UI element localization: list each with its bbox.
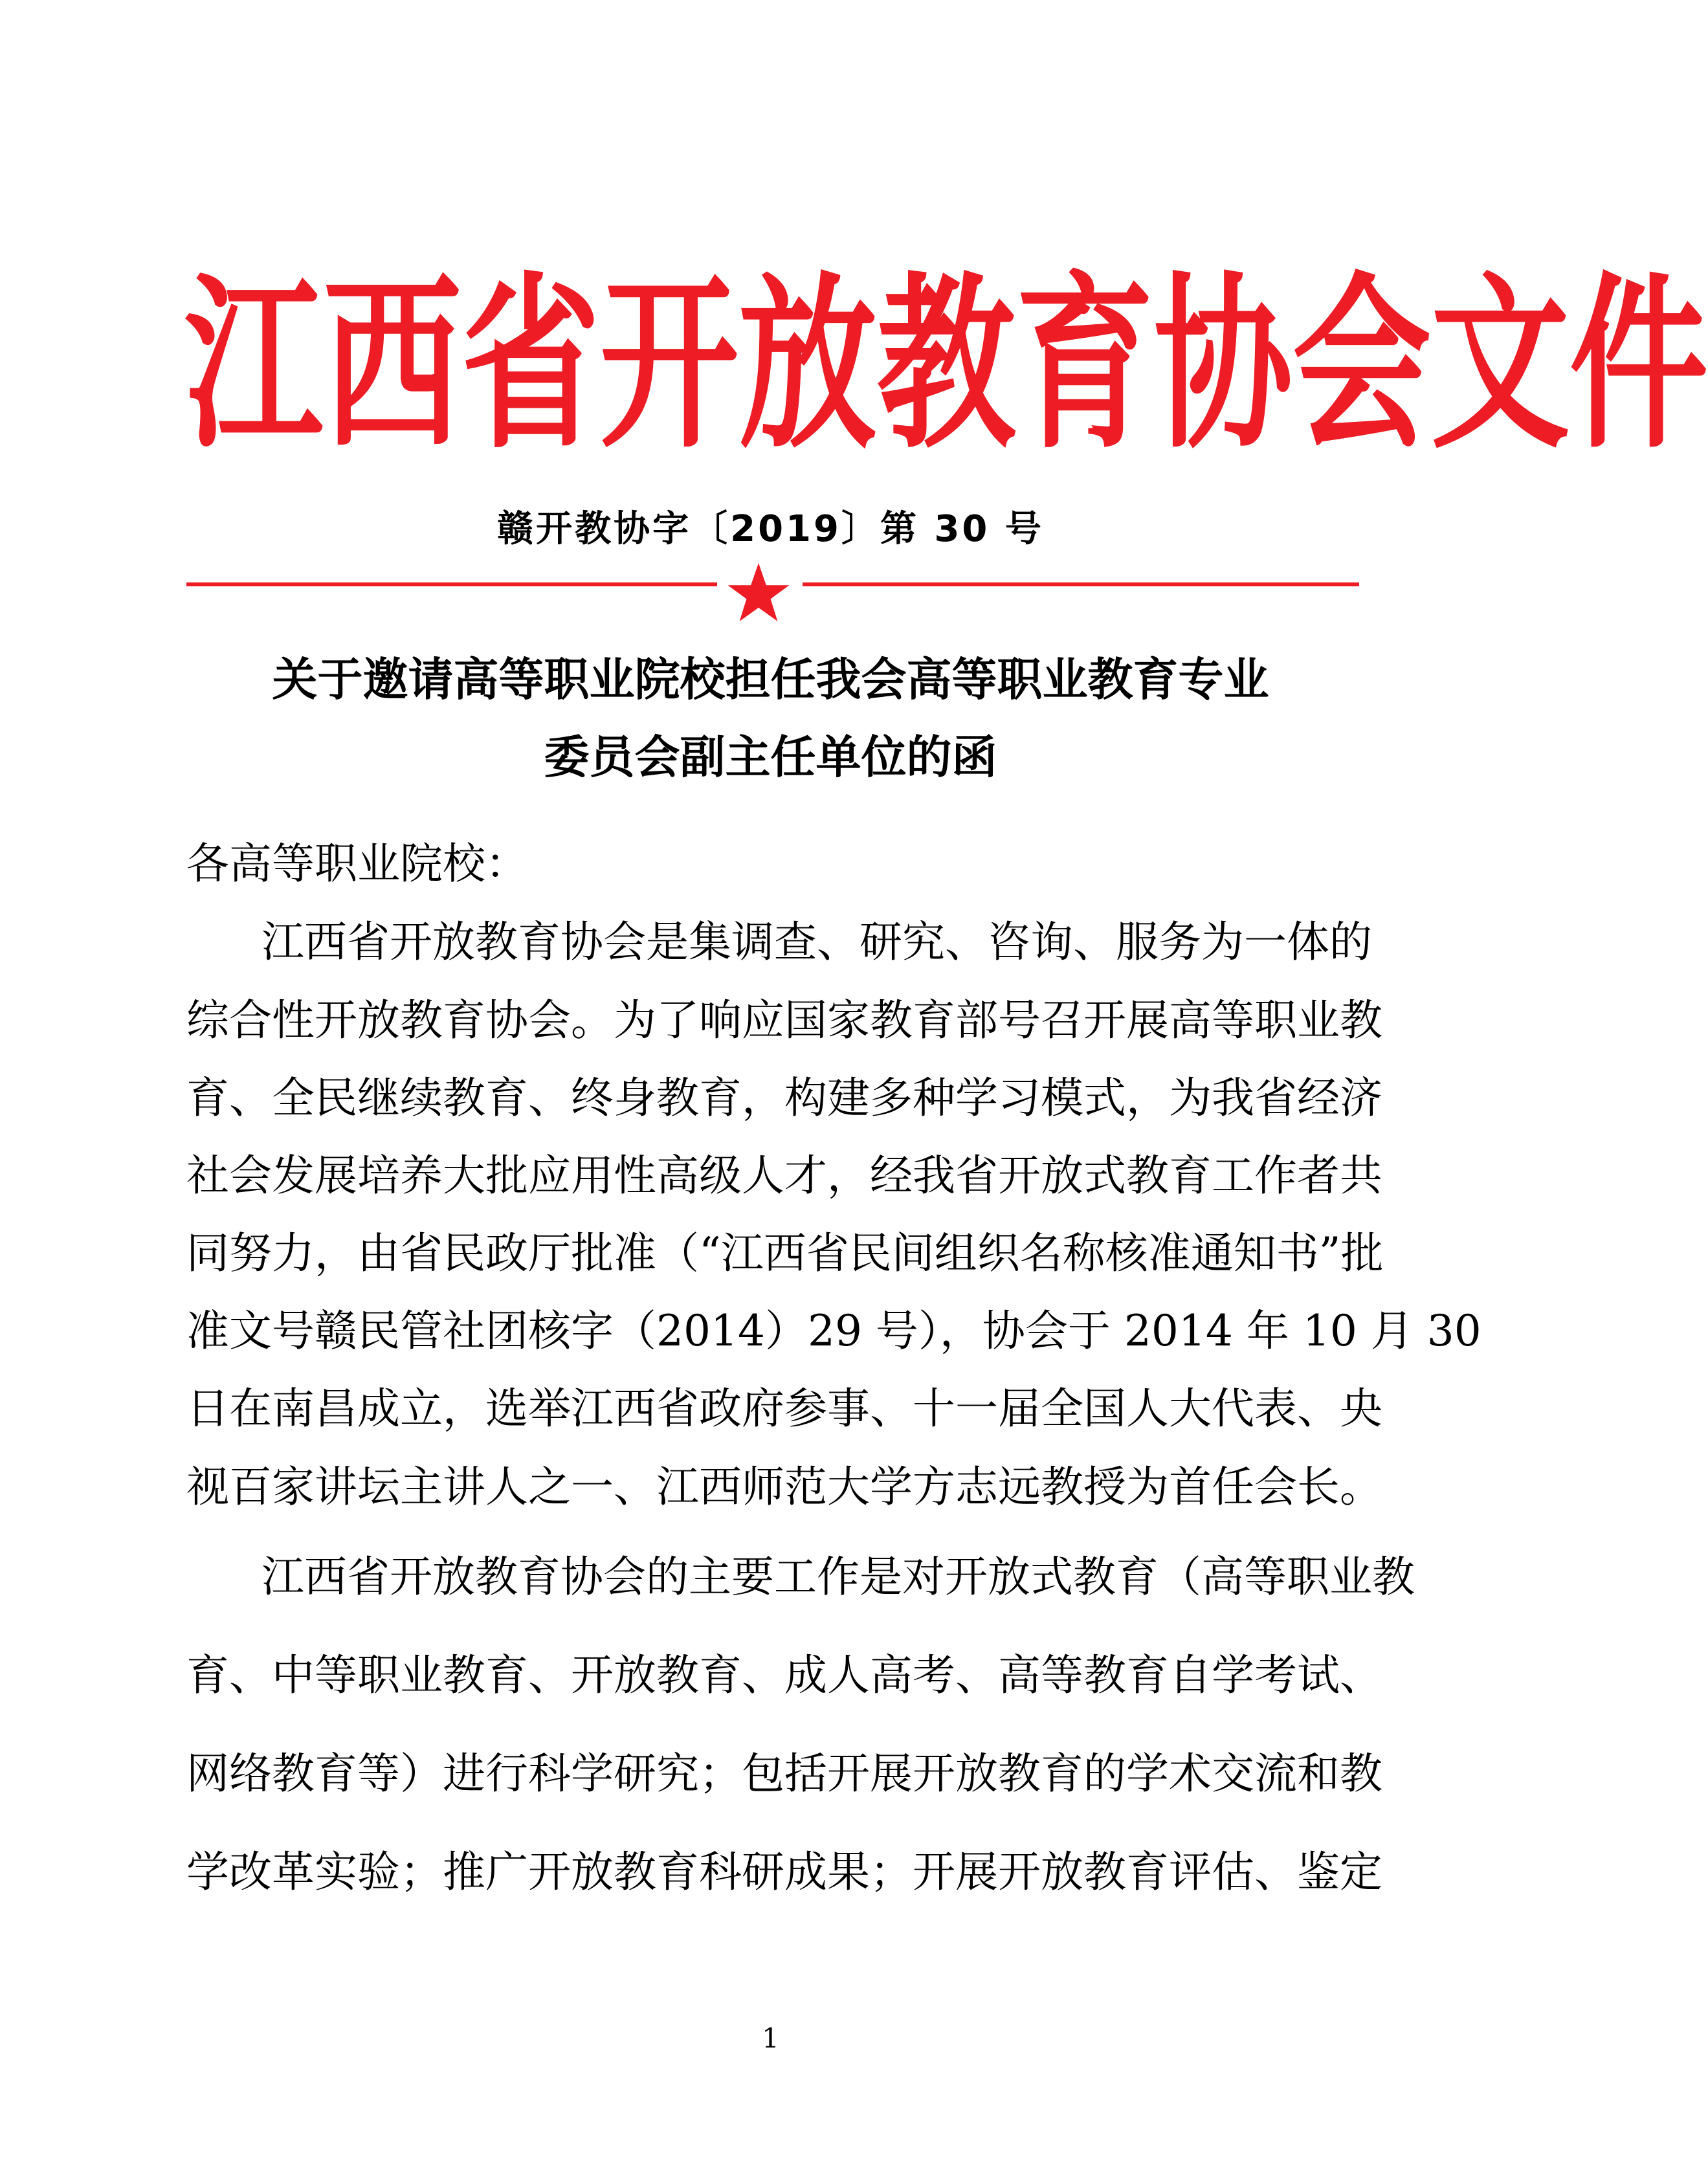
masthead-char: 西 bbox=[323, 256, 461, 474]
star-icon bbox=[726, 562, 791, 624]
masthead-char: 省 bbox=[461, 256, 600, 474]
red-rule-left bbox=[186, 582, 717, 586]
document-title-line-1: 关于邀请高等职业院校担任我会高等职业教育专业 bbox=[272, 653, 1269, 706]
masthead-char: 江 bbox=[184, 256, 323, 474]
page-number: 1 bbox=[762, 2022, 779, 2054]
paragraph-1-line: 育、全民继续教育、终身教育，构建多种学习模式，为我省经济 bbox=[186, 1073, 1382, 1123]
masthead-char: 开 bbox=[600, 256, 738, 474]
paragraph-1-line: 准文号赣民管社团核字（2014）29 号），协会于 2014 年 10 月 30 bbox=[186, 1306, 1481, 1356]
masthead-char: 教 bbox=[877, 256, 1015, 474]
masthead-char: 育 bbox=[1015, 256, 1154, 474]
masthead-char: 会 bbox=[1292, 256, 1431, 474]
masthead-char: 放 bbox=[738, 256, 877, 474]
masthead-char: 文 bbox=[1431, 256, 1569, 474]
document-title-line-2: 委员会副主任单位的函 bbox=[544, 731, 997, 784]
paragraph-2-line: 网络教育等）进行科学研究；包括开展开放教育的学术交流和教 bbox=[186, 1749, 1382, 1798]
salutation: 各高等职业院校： bbox=[186, 839, 528, 889]
paragraph-1-line: 日在南昌成立，选举江西省政府参事、十一届全国人大代表、央 bbox=[186, 1384, 1382, 1433]
paragraph-2-line: 育、中等职业教育、开放教育、成人高考、高等教育自学考试、 bbox=[186, 1650, 1382, 1700]
paragraph-1-line: 社会发展培养大批应用性高级人才，经我省开放式教育工作者共 bbox=[186, 1151, 1382, 1200]
paragraph-2-line: 学改革实验；推广开放教育科研成果；开展开放教育评估、鉴定 bbox=[186, 1847, 1382, 1897]
paragraph-2-line: 江西省开放教育协会的主要工作是对开放式教育（高等职业教 bbox=[261, 1552, 1415, 1602]
red-rule-right bbox=[803, 582, 1359, 586]
masthead-char: 件 bbox=[1569, 256, 1708, 474]
paragraph-1-line: 视百家讲坛主讲人之一、江西师范大学方志远教授为首任会长。 bbox=[186, 1462, 1382, 1512]
masthead-title bbox=[184, 256, 1708, 474]
paragraph-1-line: 综合性开放教育协会。为了响应国家教育部号召开展高等职业教 bbox=[186, 995, 1382, 1045]
masthead-char: 协 bbox=[1154, 256, 1292, 474]
paragraph-1-line: 同努力，由省民政厅批准（“江西省民间组织名称核准通知书”批 bbox=[186, 1228, 1384, 1278]
document-number: 赣开教协字〔2019〕第 30 号 bbox=[497, 508, 1044, 550]
paragraph-1-line: 江西省开放教育协会是集调查、研究、咨询、服务为一体的 bbox=[261, 917, 1372, 967]
